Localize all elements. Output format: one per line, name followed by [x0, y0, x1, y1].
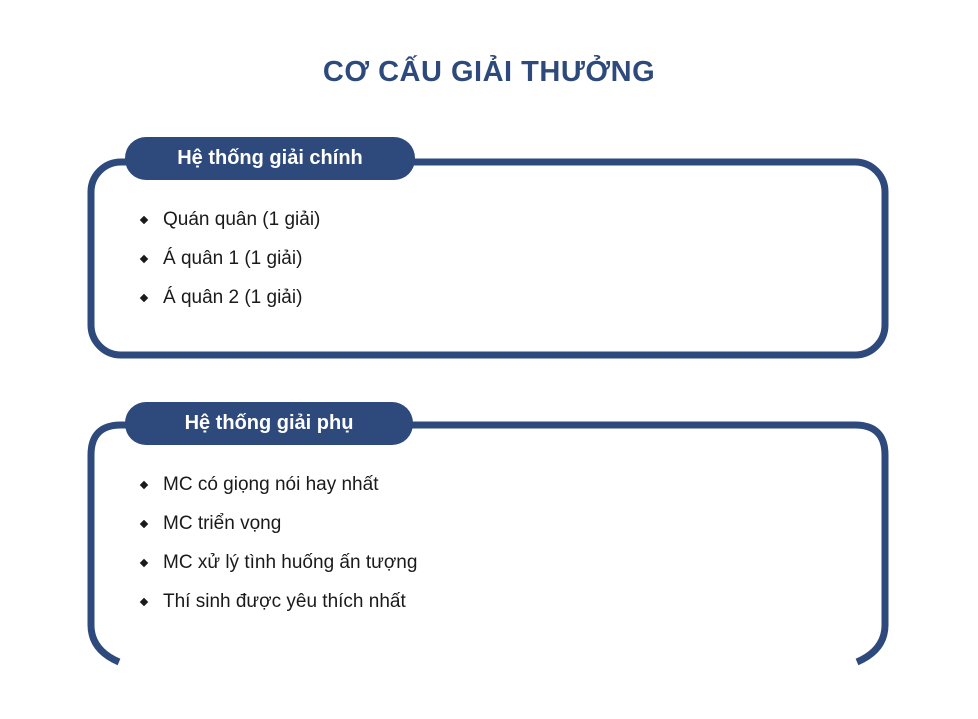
sub-awards-list	[138, 469, 417, 625]
sub-awards-tab: Hệ thống giải phụ	[125, 402, 413, 445]
list-item	[138, 547, 417, 586]
list-item	[138, 508, 417, 547]
bullet-icon	[140, 294, 148, 302]
bullet-icon	[140, 598, 148, 606]
list-item-label: Á quân 1 (1 giải)	[163, 248, 303, 269]
bullet-icon	[140, 216, 148, 224]
bullet-icon	[140, 559, 148, 567]
bullet-icon	[140, 255, 148, 263]
bullet-icon	[140, 481, 148, 489]
page-title: CƠ CẤU GIẢI THƯỞNG	[322, 56, 656, 88]
list-item	[138, 469, 417, 508]
list-item	[138, 243, 320, 282]
main-awards-list	[138, 204, 320, 321]
list-item	[138, 204, 320, 243]
list-item	[138, 586, 417, 625]
bullet-icon	[140, 520, 148, 528]
list-item-label: MC triển vọng	[163, 513, 282, 534]
main-awards-tab: Hệ thống giải chính	[125, 137, 415, 180]
list-item-label: MC xử lý tình huống ấn tượng	[163, 552, 418, 573]
list-item	[138, 282, 320, 321]
list-item-label: Á quân 2 (1 giải)	[163, 287, 303, 308]
list-item-label: Thí sinh được yêu thích nhất	[163, 591, 406, 612]
list-item-label: Quán quân (1 giải)	[163, 209, 321, 230]
list-item-label: MC có giọng nói hay nhất	[163, 474, 379, 495]
